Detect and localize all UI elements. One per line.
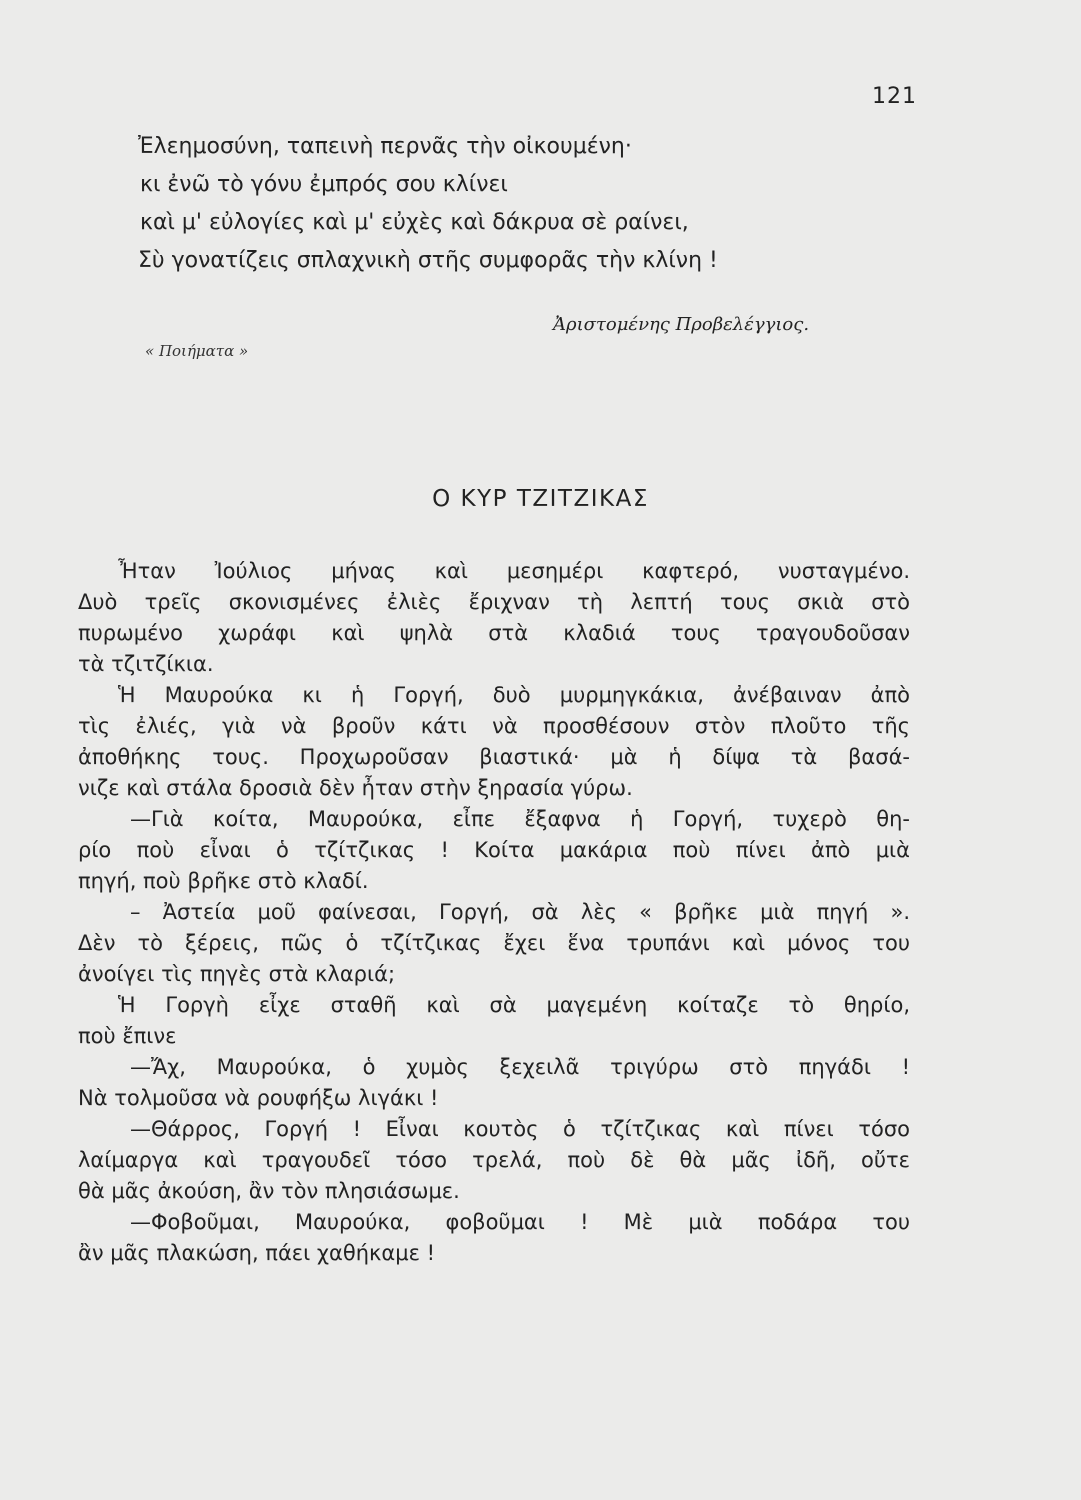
story-line: – Ἀστεία μοῦ φαίνεσαι, Γοργή, σὰ λὲς « βρῆκε μιὰ πηγή ».: [130, 900, 910, 924]
page-number: 121: [872, 84, 917, 109]
poem: [138, 128, 898, 280]
story-line: Νὰ τολμοῦσα νὰ ρουφήξω λιγάκι !: [78, 1086, 439, 1110]
story-line: ποὺ ἔπινε: [78, 1024, 177, 1048]
story-line: —Ἄχ, Μαυρούκα, ὁ χυμὸς ξεχειλᾶ τριγύρω στὸ πηγάδι !: [130, 1055, 910, 1079]
story-line: θὰ μᾶς ἀκούση, ἂν τὸν πλησιάσωμε.: [78, 1179, 460, 1203]
poem-source: « Ποιήματα »: [145, 342, 249, 360]
story-line: Δυὸ τρεῖς σκονισμένες ἐλιὲς ἔριχναν τὴ λεπτή τους σκιὰ στὸ: [78, 590, 910, 614]
story-line: Δὲν τὸ ξέρεις, πῶς ὁ τζίτζικας ἔχει ἕνα τρυπάνι καὶ μόνος του: [78, 931, 910, 955]
poem-line: Σὺ γονατίζεις σπλαχνικὴ στῆς συμφορᾶς τὴν κλίνη !: [138, 248, 718, 273]
story-line: τὶς ἐλιές, γιὰ νὰ βροῦν κάτι νὰ προσθέσουν στὸν πλοῦτο τῆς: [78, 714, 910, 738]
story-line: Ἡ Γοργὴ εἶχε σταθῆ καὶ σὰ μαγεμένη κοίταζε τὸ θηρίο,: [118, 993, 910, 1017]
story-line: νιζε καὶ στάλα δροσιὰ δὲν ἦταν στὴν ξηρασία γύρω.: [78, 776, 633, 800]
poem-line: Ἐλεημοσύνη, ταπεινὴ περνᾶς τὴν οἰκουμένη·: [138, 134, 632, 159]
story-line: Ἦταν Ἰούλιος μήνας καὶ μεσημέρι καφτερό, νυσταγμένο.: [118, 559, 910, 583]
story-line: ρίο ποὺ εἶναι ὁ τζίτζικας ! Κοίτα μακάρια ποὺ πίνει ἀπὸ μιὰ: [78, 838, 910, 862]
story-line: ἂν μᾶς πλακώση, πάει χαθήκαμε !: [78, 1241, 436, 1265]
story-line: —Φοβοῦμαι, Μαυρούκα, φοβοῦμαι ! Μὲ μιὰ ποδάρα του: [130, 1210, 910, 1234]
story-line: ἀνοίγει τὶς πηγὲς στὰ κλαριά;: [78, 962, 396, 986]
story-line: —Θάρρος, Γοργή ! Εἶναι κουτὸς ὁ τζίτζικας καὶ πίνει τόσο: [130, 1117, 910, 1141]
story-title: Ο ΚΥΡ ΤΖΙΤΖΙΚΑΣ: [432, 486, 649, 512]
poem-author: Ἀριστομένης Προβελέγγιος.: [553, 314, 810, 335]
story-line: ἀποθήκης τους. Προχωροῦσαν βιαστικά· μὰ ἡ δίψα τὰ βασά-: [78, 745, 910, 769]
story-line: πηγή, ποὺ βρῆκε στὸ κλαδί.: [78, 869, 369, 893]
story-line: —Γιὰ κοίτα, Μαυρούκα, εἶπε ἔξαφνα ἡ Γοργή, τυχερὸ θη-: [130, 807, 910, 831]
story-body: [78, 556, 910, 1269]
story-line: τὰ τζιτζίκια.: [78, 652, 214, 676]
story-line: Ἡ Μαυρούκα κι ἡ Γοργή, δυὸ μυρμηγκάκια, ἀνέβαιναν ἀπὸ: [118, 683, 910, 707]
story-line: πυρωμένο χωράφι καὶ ψηλὰ στὰ κλαδιά τους τραγουδοῦσαν: [78, 621, 910, 645]
story-line: λαίμαργα καὶ τραγουδεῖ τόσο τρελά, ποὺ δὲ θὰ μᾶς ἰδῆ, οὔτε: [78, 1148, 910, 1172]
poem-line: καὶ μ' εὐλογίες καὶ μ' εὐχὲς καὶ δάκρυα σὲ ραίνει,: [140, 210, 689, 235]
poem-line: κι ἐνῶ τὸ γόνυ ἐμπρός σου κλίνει: [140, 172, 508, 197]
